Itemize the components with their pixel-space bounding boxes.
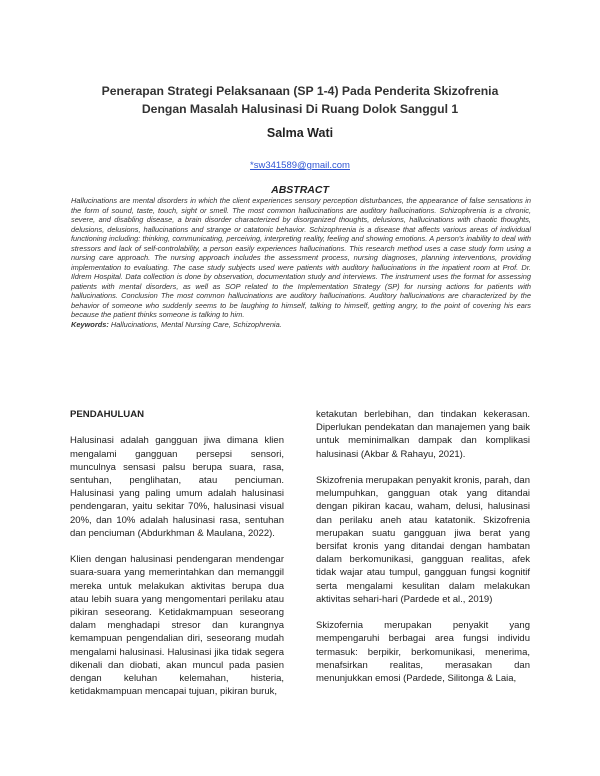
- abstract-text: Hallucinations are mental disorders in which the client experiences sensory perception disturbances, the appearance of false sensations in the form of sound, taste, touch, sight or smell. The most common hallucinations are auditory hallucinations. Schizophrenia is a chronic, severe, and disabling disease, a brain disorder characterized by disorganized thoughts, delusions, hallucinations with chaotic thoughts, delusions, delusions, hallucinations and strange or catatonic behavior. Schizophrenia is a disease that affects various areas of individual functioning including: thinking, communicating, perceiving, interpreting reality, feeling and showing emotions. A person's inability to deal with stressors and lack of self-controlability, a person easily experiences hallucinations. This research method uses a case study form using a nursing care approach. The nursing approach includes the assessment process, nursing diagnoses, planning interventions, providing implementation to evaluating. The case study subjects used were patients with auditory hallucinations in the inpatient room at Prof. Dr. Ildrem Hospital. Data collection is done by observation, documentation study and interviews. The instrument uses the format for assessing patients with mental disorders, as well as SOP related to the Implementation Strategy (SP) for nursing actions for patients with hallucinations. Conclusion The most common hallucinations are auditory hallucinations. Auditory hallucinations are characterized by the behavior of someone who suddenly seems to be laughing to himself, talking to himself, getting angry, to the point of covering his ears because the patient thinks someone is talking to him.: [71, 196, 531, 319]
- title-line-1: Penerapan Strategi Pelaksanaan (SP 1-4) Pada Penderita Skizofrenia: [101, 84, 499, 98]
- title-line-2: Dengan Masalah Halusinasi Di Ruang Dolok Sanggul 1: [141, 102, 459, 116]
- paragraph: Skizofrenia merupakan penyakit kronis, parah, dan melumpuhkan, gangguan otak yang ditandai dengan pikiran kacau, waham, delusi, halusinasi dan perilaku aneh atau katatonik. Skizofrenia merupakan suatu gangguan jiwa berat yang bersifat kronis yang ditandai dengan hambatan dalam berkomunikasi, gangguan realitas, afek tidak wajar atau tumpul, gangguan fungsi kognitif serta mengalami kesulitan dalam melakukan aktivitas sehari-hari (Pardede et al., 2019): [316, 475, 530, 605]
- section-heading-pendahuluan: PENDAHULUAN: [70, 409, 145, 420]
- abstract-block: [71, 196, 531, 329]
- abstract-heading: ABSTRACT: [271, 184, 329, 196]
- paragraph: Halusinasi adalah gangguan jiwa dimana klien mengalami gangguan persepsi sensori, munculnya sensasi palsu berupa suara, rasa, sentuhan, penglihatan, atau penciuman. Halusinasi yang paling umum adalah halusinasi pendengaran, yaitu sekitar 70%, halusinasi visual 20%, dan 10% adalah halusinasi rasa, sentuhan dan penciuman (Abdurkhman & Maulana, 2022).: [70, 435, 284, 539]
- author-name: Salma Wati: [266, 126, 334, 140]
- left-column: [70, 408, 284, 712]
- author-email-link[interactable]: *sw341589@gmail.com: [250, 160, 350, 171]
- paragraph: ketakutan berlebihan, dan tindakan kekerasan. Diperlukan pendekatan dan manajemen yang baik untuk meminimalkan dampak dan komplikasi halusinasi (Akbar & Rahayu, 2021).: [316, 409, 530, 460]
- right-column: [316, 408, 530, 698]
- paper-title: [60, 82, 540, 118]
- keywords-label: Keywords:: [71, 319, 109, 329]
- paragraph: Klien dengan halusinasi pendengaran mendengar suara-suara yang memerintahkan dan memanggil mereka untuk melakukan aktivitas berupa dua atau lebih suara yang mengomentari perilaku atau pikiran seseorang. Ketidakmampuan seseorang dalam menghadapi stresor dan kurangnya kemampuan pengendalian diri, seseorang mudah mengalami halusinasi. Halusinasi jika tidak segera dikenali dan diobati, akan muncul pada pasien dengan keluhan kelemahan, histeria, ketidakmampuan mencapai tujuan, pikiran buruk,: [70, 554, 284, 698]
- paragraph: Skizofernia merupakan penyakit yang mempengaruhi berbagai area fungsi individu termasuk: berpikir, berkomunikasi, menerima, menafsirkan realitas, merasakan dan menunjukkan emosi (Pardede, Silitonga & Laia,: [316, 620, 530, 685]
- keywords-text: Hallucinations, Mental Nursing Care, Schizophrenia.: [108, 319, 282, 329]
